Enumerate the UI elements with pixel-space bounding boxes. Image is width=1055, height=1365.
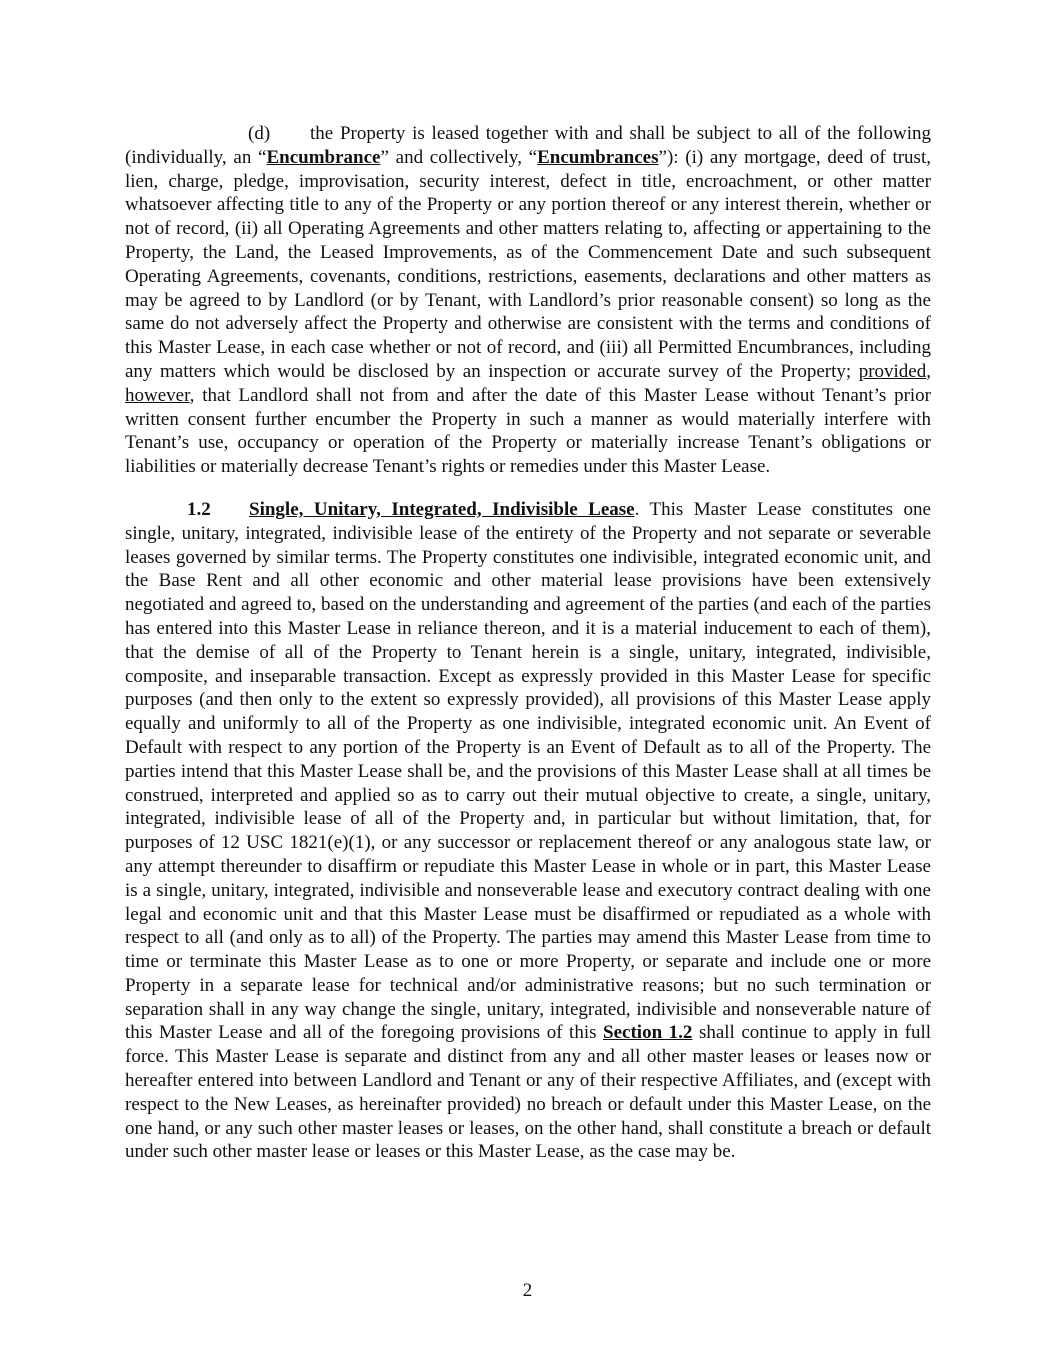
defined-term-encumbrances: Encumbrances: [537, 146, 659, 168]
paragraph-text: shall continue to apply in full force. This Master Lease is separate and distinct from any and all other master leases or leases now or hereafter entered into between Landlord and Tenant or any of their respective Affiliates, and (except with respect to the New Leases, as hereinafter provided) no breach or default under this Master Lease, on the one hand, or any such other master leases or leases, on the other hand, shall constitute a breach or default under such other master lease or leases or this Master Lease, as the case may be.: [125, 1022, 932, 1163]
paragraph-text: the Property is leased together with and shall be subject to all of the following (individually, an “: [125, 123, 931, 168]
underlined-provided: provided: [858, 360, 927, 382]
section-reference: Section 1.2: [603, 1022, 693, 1044]
paragraph-text: ” and collectively, “: [380, 146, 538, 168]
section-number: 1.2: [187, 498, 211, 520]
underlined-however: however: [125, 384, 190, 406]
paragraph-text: ”): (i) any mortgage, deed of trust, lien, charge, pledge, improvisation, security interest, defect in title, encroachment, or other matter whatsoever affecting title to any of the Property or any portion thereof or any interest therein, whether or not of record, (ii) all Operating Agreements and other matters relating to, affecting or appertaining to the Property, the Land, the Leased Improvements, as of the Commencement Date and such subsequent Operating Agreements, covenants, conditions, restrictions, easements, declarations and other matters as may be agreed to by Landlord (or by Tenant, with Landlord’s prior reasonable consent) so long as the same do not adversely affect the Property and otherwise are consistent with the terms and conditions of this Master Lease, in each case whether or not of record, and (iii) all Permitted Encumbrances, including any matters which would be disclosed by an inspection or accurate survey of the Property;: [125, 146, 931, 382]
paragraph-text: . This Master Lease constitutes one single, unitary, integrated, indivisible lease of the entirety of the Property and not separate or severable leases governed by similar terms. The Property constitutes one indivisible, integrated economic unit, and the Base Rent and all other economic and other material lease provisions have been extensively negotiated and agreed to, based on the understanding and agreement of the parties (and each of the parties has entered into this Master Lease in reliance thereon, and it is a material inducement to each of them), that the demise of all of the Property to Tenant herein is a single, unitary, integrated, indivisible, composite, and inseparable transaction. Except as expressly provided in this Master Lease for specific purposes (and then only to the extent so expressly provided), all provisions of this Master Lease apply equally and uniformly to all of the Property as one indivisible, integrated economic unit. An Event of Default with respect to any portion of the Property is an Event of Default as to all of the Property. The parties intend that this Master Lease shall be, and the provisions of this Master Lease shall at all times be construed, interpreted and applied so as to carry out their mutual objective to create, a single, unitary, integrated, indivisible lease of all of the Property and, in particular but without limitation, that, for purposes of 12 USC 1821(e)(1), or any successor or replacement thereof or any analogous state law, or any attempt thereunder to disaffirm or repudiate this Master Lease in whole or in part, this Master Lease is a single, unitary, integrated, indivisible and nonseverable lease and executory contract dealing with one legal and economic unit and that this Master Lease must be disaffirmed or repudiated as a whole with respect to all (and only as to all) of the Property. The parties may amend this Master Lease from time to time or terminate this Master Lease as to one or more Property, or separate and include one or more Property in a separate lease for technical and/or administrative reasons; but no such termination or separation shall in any way change the single, unitary, integrated, indivisible and nonseverable nature of this Master Lease and all of the foregoing provisions of this: [125, 498, 931, 1044]
section-heading: Single, Unitary, Integrated, Indivisible Lease: [249, 498, 635, 520]
section-1-2-paragraph: [125, 498, 931, 1164]
defined-term-encumbrance: Encumbrance: [266, 146, 381, 168]
clause-label: (d): [248, 123, 271, 144]
paragraph-text: , that Landlord shall not from and after the date of this Master Lease without Tenant’s prior written consent further encumber the Property in such a manner as would materially interfere with Tenant’s use, occupancy or operation of the Property or materially increase Tenant’s obligations or liabilities or materially decrease Tenant’s rights or remedies under this Master Lease.: [125, 384, 931, 478]
paragraph-encumbrances: [125, 122, 931, 479]
paragraph-text: ,: [926, 360, 931, 382]
page-number: 2: [522, 1280, 533, 1301]
document-page: [125, 122, 931, 1164]
